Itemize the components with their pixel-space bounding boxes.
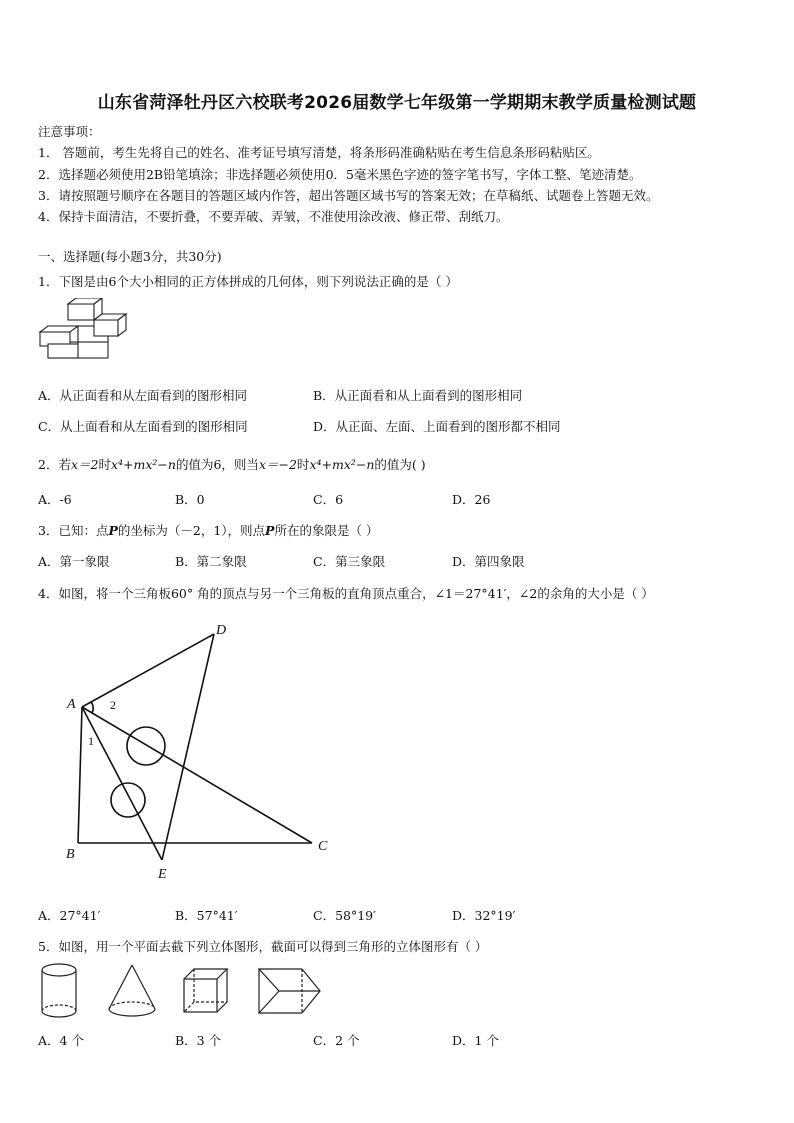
q3-point-p1: P [108,523,118,538]
section-heading: 一、选择题(每小题3分，共30分) [38,249,222,264]
q4-angle-2: 2 [110,698,116,712]
q4-option-a: A．27°41′ [38,908,101,923]
notes-heading: 注意事项： [38,124,101,139]
q1-option-a: A．从正面看和从左面看到的图形相同 [38,388,248,403]
q4-stem: 4．如图，将一个三角板60° 角的顶点与另一个三角板的直角顶点重合，∠1＝27°41′，∠2的余角的大小是（ ） [38,586,654,601]
q4-label-e: E [158,867,167,882]
q2-stem-post: 的值为( ) [374,457,426,472]
q3-point-p2: P [265,523,275,538]
page-title: 山东省菏泽牡丹区六校联考2026届数学七年级第一学期期末教学质量检测试题 [97,93,697,113]
q5-cube-figure [181,966,231,1016]
q2-option-b: B．0 [175,492,205,507]
q2-mid2: 的值为6，则当 [175,457,259,472]
note-item-1: 1． 答题前，考生先将自己的姓名、准考证号填写清楚，将条形码准确粘贴在考生信息条形码粘贴区。 [38,145,600,160]
note-item-4: 4．保持卡面清洁，不要折叠，不要弄破、弄皱，不准使用涂改液、修正带、刮纸刀。 [38,209,509,224]
q3-option-b: B．第二象限 [175,554,247,569]
q4-option-d: D．32°19′ [452,908,516,923]
q3-stem [38,521,378,539]
q1-stem: 1．下图是由6个大小相同的正方体拼成的几何体，则下列说法正确的是（ ） [38,274,458,289]
q2-mid3: 时 [296,457,310,472]
q5-stem: 5．如图，用一个平面去截下列立体图形，截面可以得到三角形的立体图形有（ ） [38,939,488,954]
q2-stem-pre: 2．若 [38,457,71,472]
q4-label-b: B [66,847,75,862]
q3-stem-mid: 的坐标为（－2，1），则点 [117,523,266,538]
note-item-3: 3．请按照题号顺序在各题目的答题区域内作答，超出答题区域书写的答案无效；在草稿纸、试题卷上答题无效。 [38,188,659,203]
q4-angle-1: 1 [88,734,94,748]
note-item-2: 2．选择题必须使用2B铅笔填涂；非选择题必须使用0．5毫米黑色字迹的签字笔书写，字体工整、笔迹清楚。 [38,167,642,182]
q2-expr2: x⁴+mx²−n [309,457,375,472]
q2-cond1: x＝2 [70,457,99,472]
q4-label-c: C [318,839,328,854]
q3-option-c: C．第三象限 [313,554,386,569]
q4-label-d: D [216,623,227,638]
q2-option-d: D．26 [452,492,491,507]
q5-cylinder-figure [38,962,80,1020]
q4-label-a: A [67,697,76,712]
q5-option-a: A．4 个 [38,1033,84,1048]
q1-option-b: B．从正面看和从上面看到的图形相同 [313,388,523,403]
q3-option-d: D．第四象限 [452,554,525,569]
q1-option-c: C．从上面看和从左面看到的图形相同 [38,419,248,434]
q5-cone-figure [106,962,158,1020]
q2-expr1: x⁴+mx²−n [110,457,176,472]
q5-option-b: B．3 个 [175,1033,222,1048]
q1-cubes-figure [38,298,128,360]
q2-option-a: A．-6 [38,492,72,507]
q4-option-c: C．58°19′ [313,908,376,923]
q1-option-d: D．从正面、左面、上面看到的图形都不相同 [313,419,561,434]
q5-prism-figure [256,966,322,1016]
q5-option-d: D．1 个 [452,1033,499,1048]
q3-stem-pre: 3．已知：点 [38,523,109,538]
q2-option-c: C．6 [313,492,344,507]
q5-option-c: C．2 个 [313,1033,360,1048]
q2-cond2: x＝−2 [258,457,297,472]
q4-option-b: B．57°41′ [175,908,238,923]
q2-stem [38,455,426,473]
q3-stem-post: 所在的象限是（ ） [274,523,379,538]
q4-triangles-figure [55,612,345,887]
q3-option-a: A．第一象限 [38,554,110,569]
q2-mid1: 时 [98,457,111,472]
